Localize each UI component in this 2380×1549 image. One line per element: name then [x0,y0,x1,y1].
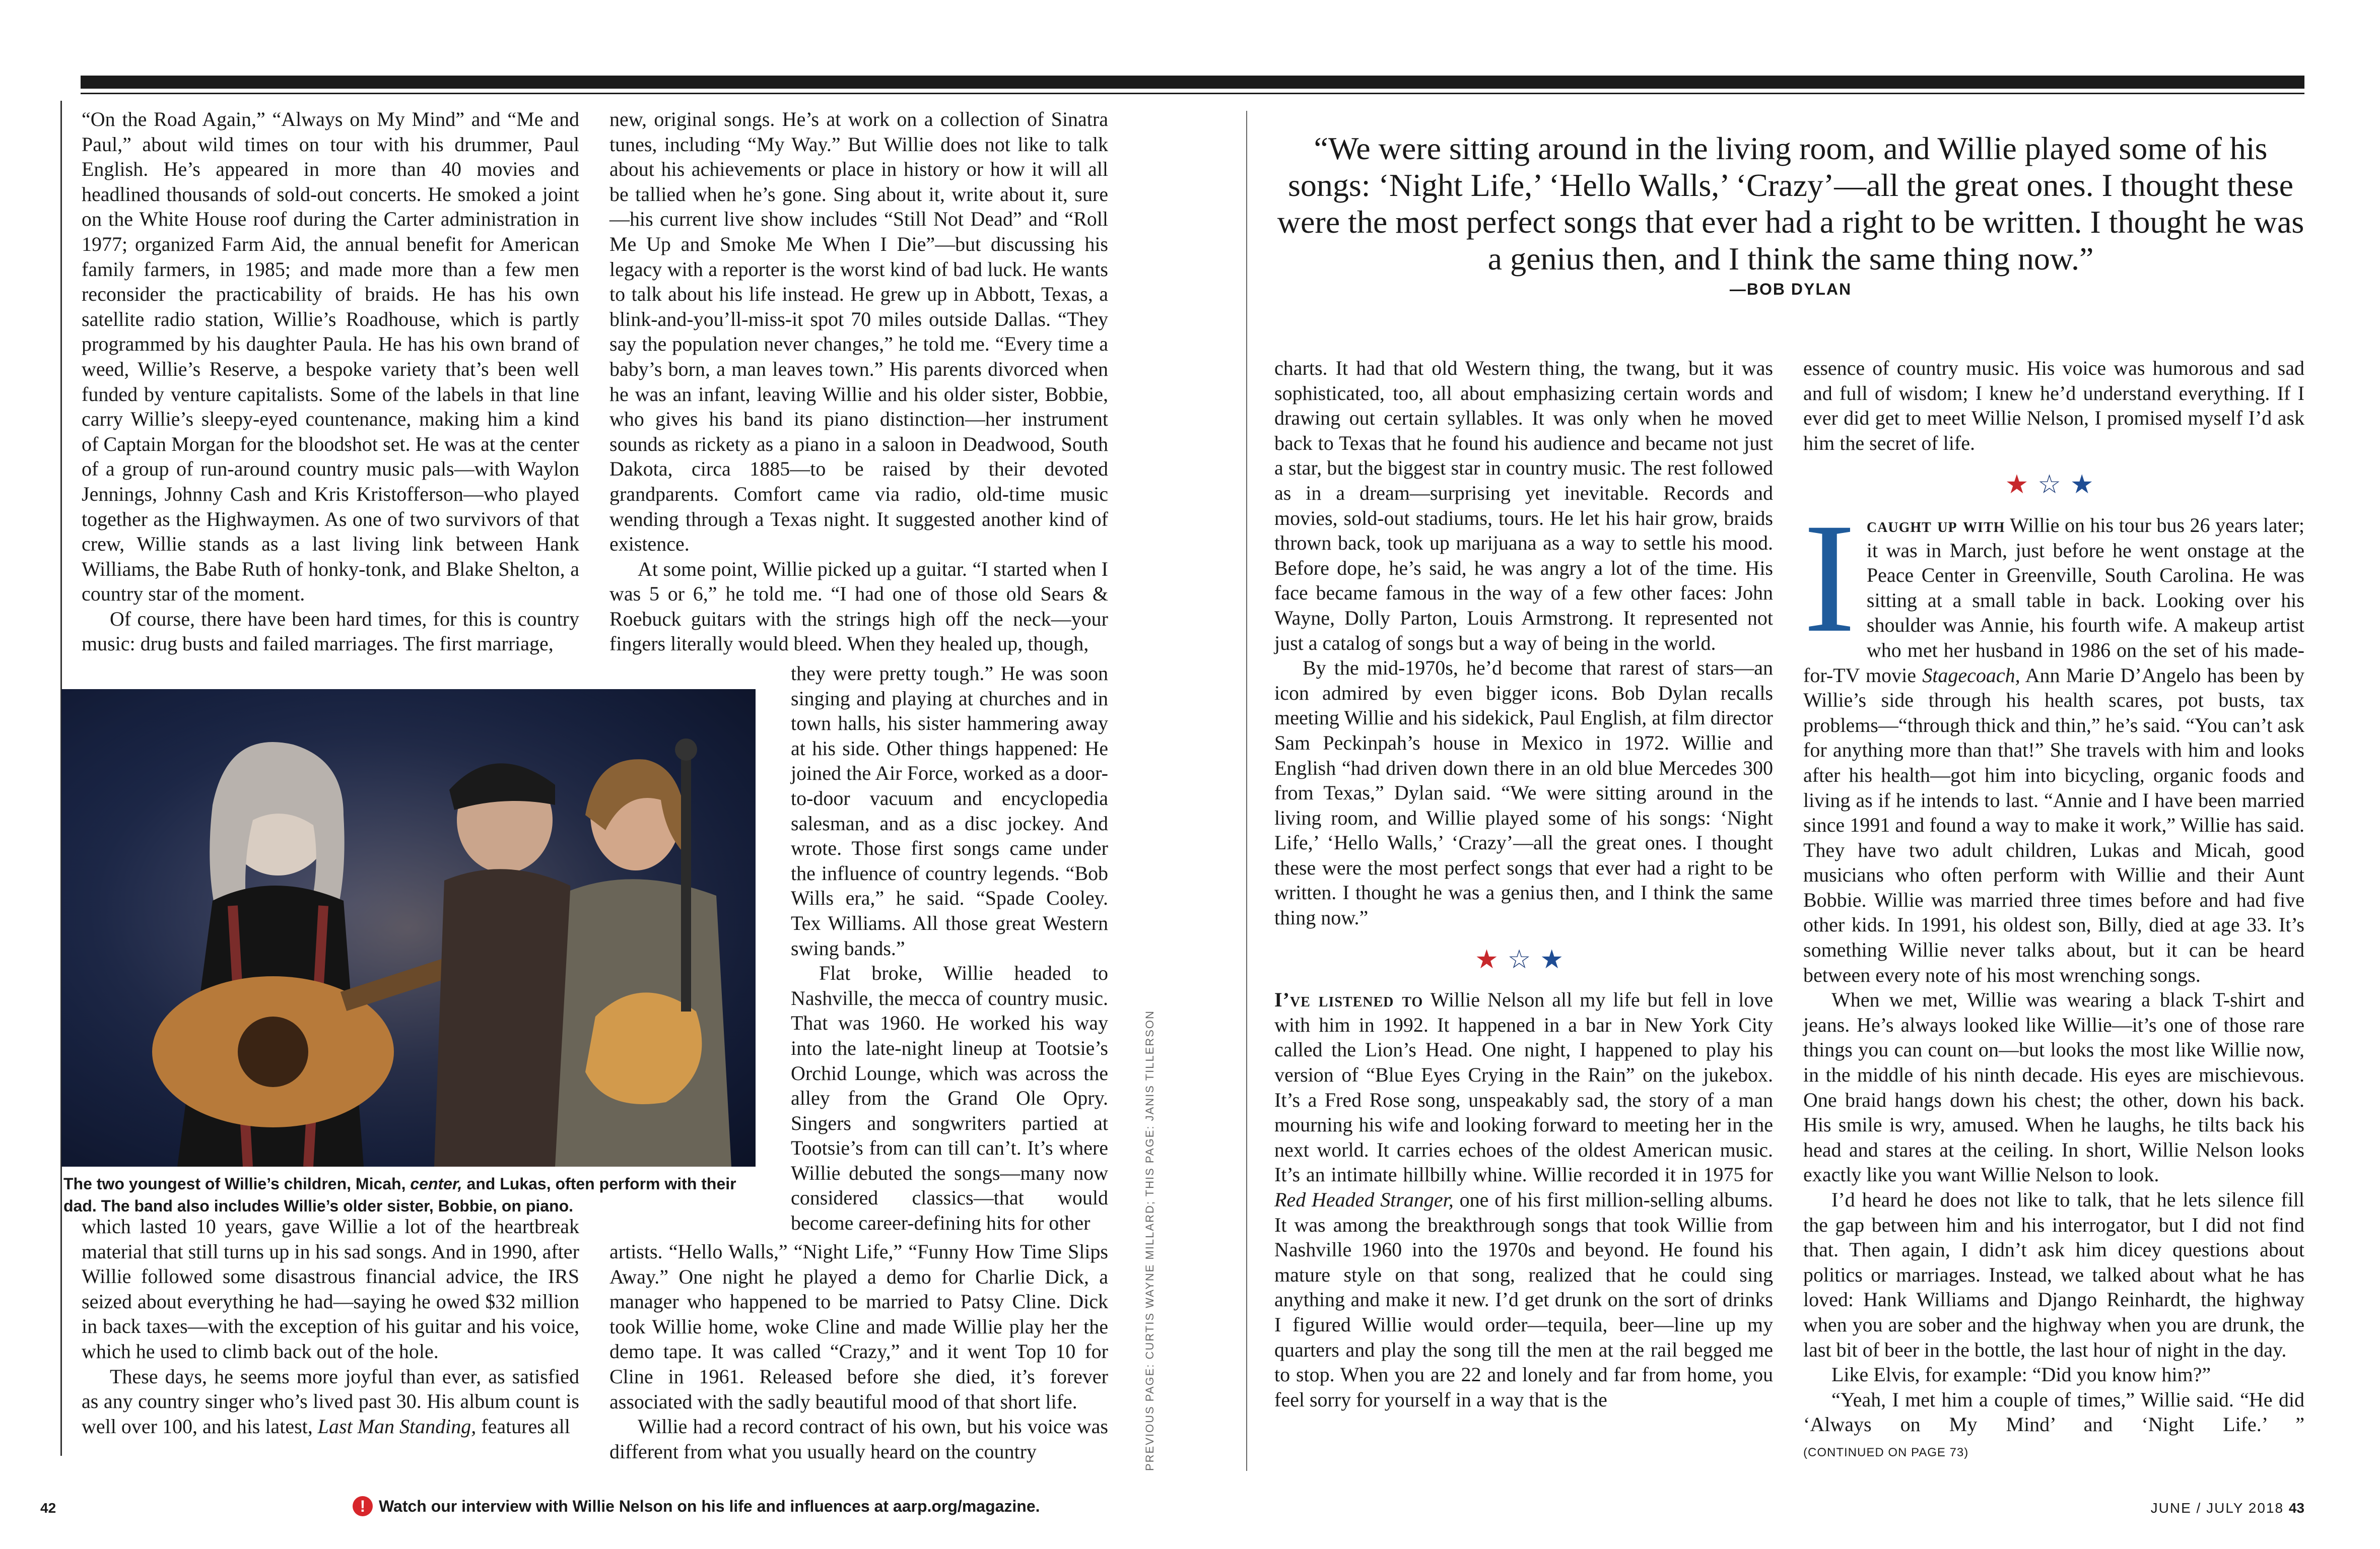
paragraph: essence of country music. His voice was humorous and sad and full of wisdom; I knew he’d understand everything. If I ever did get to meet Willie Nelson, I promised myself I’d ask him the secret of life. [1803,357,2304,454]
photo-credit: PREVIOUS PAGE: CURTIS WAYNE MILLARD; THIS PAGE: JANIS TILLERSON [1143,1010,1156,1471]
star-icon: ★ [2070,469,2103,500]
paragraph: they were pretty tough.” He was soon singing and playing at churches and in town halls, his sister hammering away at his side. Other things happened: He joined the Air Force, worked as a door-to-door vacuum and encyclopedia salesman, and as a disc jockey. And wrote. Those first songs came under the influence of country legends. “Bob Wills era,” he said. “Spade Cooley. Tex Williams. All those great Western swing bands.” [791,662,1108,960]
paragraph: I’ve listened to Willie Nelson all my life but fell in love with him in 1992. It happened in a bar in New York City called the Lion’s Head. One night, I happened to play his version of “Blue Eyes Crying in the Rain” on the jukebox. It’s a Fred Rose song, unspeakably sad, the story of a man mourning his wife and looking forward to meeting her in the next world. It carries echoes of the oldest American music. It’s an intimate hillbilly whine. Willie recorded it in 1975 for Red Headed Stranger, one of his first million-selling albums. It was among the breakthrough songs that took Willie from Nashville 1960 into the 1970s and beyond. He found his mature style on that song, realized that he could sing anything and make it new. I’d get drunk on the sort of drinks I figured Willie would order—tequila, beer—line up my quarters and play the song till the men at the rail begged me to stop. When you are 22 and lonely and far from home, you feel sorry for yourself in a way that is the [1274,988,1773,1411]
paragraph: Of course, there have been hard times, for this is country music: drug busts and failed marriages. The first marriage, [82,607,579,655]
paragraph: At some point, Willie picked up a guitar. “I started when I was 5 or 6,” he told me. “I had one of those old Sears & Roebuck guitars with the strings high off the neck—your fingers literally would bleed. When they healed up, though, [609,557,1108,655]
column-3 [1274,356,1773,1412]
top-rule [81,76,2304,89]
section-divider-stars [1274,944,1773,975]
column-2-bottom [609,1239,1108,1464]
top-hairline [81,93,2304,94]
concert-photo [61,689,756,1167]
column-1-bottom [82,1214,579,1439]
column-4 [1803,356,2304,1465]
paragraph: new, original songs. He’s at work on a collection of Sinatra tunes, including “My Way.” But Willie does not like to talk about his achievements or place in history or how it will all be tallied when he’s gone. Sing about it, write about it, sure—his current live show includes “Still Not Dead” and “Roll Me Up and Smoke Me When I Die”—but discussing his legacy with a reporter is the worst kind of bad luck. He wants to talk about his life instead. He grew up in Abbott, Texas, a blink-and-you’ll-miss-it spot 70 miles outside Dallas. “They say the population never changes,” he told me. “Every time a baby’s born, a man leaves town.” His parents divorced when he was an infant, leaving Willie and his older sister, Bobbie, who gives his band its piano distinction—her instrument sounds as rickety as a piano in a saloon in Deadwood, South Dakota, circa 1885—to be raised by their devoted grandparents. Comfort came via radio, old-time music wending through a Texas night. It suggested another kind of existence. [609,108,1108,556]
alert-icon: ! [353,1496,373,1516]
photo-illustration [61,689,756,1167]
paragraph: “Yeah, I met him a couple of times,” Willie said. “He did ‘Always on My Mind’ and ‘Night Life.’ ” (CONTINUED ON PAGE 73) [1803,1388,2304,1459]
paragraph: By the mid-1970s, he’d become that rarest of stars—an icon admired by even bigger icons. Bob Dylan recalls meeting Willie and his sidekick, Paul English, at film director Sam Peckinpah’s house in Mexico in 1972. Willie and English “had driven down there in an old blue Mercedes 300 from Texas,” Dylan said. “We were sitting around in the living room, and Willie played some of his songs: ‘Night Life,’ ‘Hello Walls,’ ‘Crazy’—all the great ones. I thought these were the most perfect songs that ever had a right to be written. I thought he was a genius then, and I think the same thing now.” [1274,656,1773,929]
section-divider-stars [1803,469,2304,500]
paragraph: Willie had a record contract of his own, but his voice was different from what you usually heard on the country [609,1415,1108,1463]
lead-in: caught up with [1866,513,2005,536]
paragraph: I’d heard he does not like to talk, that he lets silence fill the gap between him and his interrogator, but I did not find that. Then again, I didn’t ask him dicey questions about politics or marriages. Instead, we talked about what he has loved: Hank Williams and Django Reinhardt, the highway when you are sober and the highway when you are drunk, the last bit of beer in the bottle, the last hour of night in the day. [1803,1188,2304,1361]
photo-caption: The two youngest of Willie’s children, Micah, center, and Lukas, often perform with their dad. The band also includes Willie’s older sister, Bobbie, on piano. [63,1175,736,1215]
drop-cap: I [1803,491,1856,665]
page-number-left: 42 [40,1500,56,1516]
paragraph: These days, he seems more joyful than ever, as satisfied as any country singer who’s lived past 30. His album count is well over 100, and his latest, Last Man Standing, features all [82,1365,579,1438]
star-icon: ★ [2005,469,2038,500]
paragraph: Like Elvis, for example: “Did you know him?” [1831,1363,2211,1386]
paragraph: “On the Road Again,” “Always on My Mind” and “Me and Paul,” about wild times on tour with his drummer, Paul English. He’s appeared in more than 40 movies and headlined thousands of sold-out concerts. He smoked a joint on the White House roof during the Carter administration in 1977; organized Farm Aid, the annual benefit for American family farmers, in 1985; and made more than a few men reconsider the practicability of braids. He has his own satellite radio station, Willie’s Roadhouse, which is partly programmed by his daughter Paula. He has his own brand of weed, Willie’s Reserve, a bespoke variety that’s been well funded by venture capitalists. Some of the labels in that line carry Willie’s sleepy-eyed countenance, making him a kind of Captain Morgan for the bloodshot set. He was at the center of a group of run-around country music pals—with Waylon Jennings, Johnny Cash and Kris Kristofferson—who played together as the Highwaymen. As one of two survivors of that crew, Willie stands as a last living link between Hank Williams, the Babe Ruth of honky-tonk, and Blake Shelton, a country star of the moment. [82,108,579,605]
video-promo[interactable] [353,1496,1040,1516]
gutter-rule [1246,111,1247,1471]
paragraph: which lasted 10 years, gave Willie a lot of the heartbreak material that still turns up in his sad songs. And in 1990, after Willie followed some disastrous financial advice, the IRS seized about everything he had—saying he owed $32 million in back taxes—with the exception of his guitar and his voice, which he used to climb back out of the hole. [82,1215,579,1363]
paragraph: artists. “Hello Walls,” “Night Life,” “Funny How Time Slips Away.” One night he played a demo for Charlie Dick, a manager who happened to be married to Patsy Cline. Dick took Willie home, woke Cline and made Willie play her the demo tape. It was called “Crazy,” and it went Top 10 for Cline in 1961. Released before she died, it’s forever associated with the sadly beautiful mood of that short life. [609,1240,1108,1413]
lead-in: I’ve listened to [1274,988,1423,1012]
page-footer-right [2151,1500,2304,1516]
column-2-narrow [791,661,1108,1236]
star-outline-icon: ☆ [1507,944,1540,975]
pull-quote-attribution: —BOB DYLAN [1729,280,1852,298]
column-2-top [609,107,1108,656]
paragraph: Icaught up with Willie on his tour bus 26 years later; it was in March, just before he went onstage at the Peace Center in Greenville, South Carolina. He was sitting at a small table in back. Looking over his shoulder was Annie, his fourth wife. A makeup artist who met her husband in 1986 on the set of his made-for-TV movie Stagecoach, Ann Marie D’Angelo has been by Willie’s side through his health scares, pot busts, tax problems—“through thick and thin,” he’s said. “You can’t ask for anything more than that!” She travels with him and looks after his health—got him into bicycling, organic foods and living as if he intends to last. “Annie and I have been married since 1991 and found a way to make it work,” Willie has said. They have two adult children, Lukas and Micah, good musicians who often perform with Willie and their Aunt Bobbie. Willie was married three times before and had five other kids. In 1991, his oldest son, Billy, died at age 33. It’s something Willie never talks about, but it can be heard between every note of his most wrenching songs. [1803,491,2304,986]
star-icon: ★ [1475,944,1508,975]
star-icon: ★ [1540,944,1573,975]
promo-text[interactable]: Watch our interview with Willie Nelson on his life and influences at aarp.org/magazine. [379,1497,1040,1515]
paragraph: Flat broke, Willie headed to Nashville, the mecca of country music. That was 1960. He worked his way into the late-night lineup at Tootsie’s Orchid Lounge, which was across the alley from the Grand Ole Opry. Singers and songwriters partied at Tootsie’s from can till can’t. It’s where Willie debuted the songs—many now considered classics—that would become career-defining hits for other [791,962,1108,1235]
continued-note: (CONTINUED ON PAGE 73) [1803,1445,1969,1459]
issue-date: JUNE / JULY 2018 [2150,1500,2284,1516]
paragraph: When we met, Willie was wearing a black T-shirt and jeans. He’s always looked like Willie—it’s one of those rare things you can count on—but looks the most like Willie now, in the middle of his ninth decade. His eyes are mischievous. One braid hangs down his chest; the other, down his back. His smile is wry, amused. When he laughs, he tilts back his head and stares at the ceiling. In short, Willie Nelson looks exactly like you want Willie Nelson to look. [1803,988,2304,1186]
paragraph: charts. It had that old Western thing, the twang, but it was sophisticated, too, all about emphasizing certain words and drawing out certain syllables. It was only when he moved back to Texas that he found his audience and became not just a star, but the biggest star in country music. The rest followed as in a dream—surprising yet inevitable. Records and movies, sold-out stadiums, tours. He let his hair grow, braids thrown back, took up marijuana as a way to settle his mood. Before dope, he’s said, he was angry a lot of the time. His face became famous in the way of a few other faces: John Wayne, Dolly Parton, Louis Armstrong. It represented not just a catalog of songs but a way of being in the world. [1274,357,1773,654]
star-outline-icon: ☆ [2037,469,2070,500]
pull-quote: “We were sitting around in the living room, and Willie played some of his songs: ‘Night Life,’ ‘Hello Walls,’ ‘Crazy’—all the great ones. I thought these were the most perfect songs that ever had a right to be written. I thought he was a genius then, and I think the same thing now.” —BOB DYLAN [1269,130,2312,299]
column-1-top [82,107,579,656]
page-number-right: 43 [2288,1500,2304,1516]
